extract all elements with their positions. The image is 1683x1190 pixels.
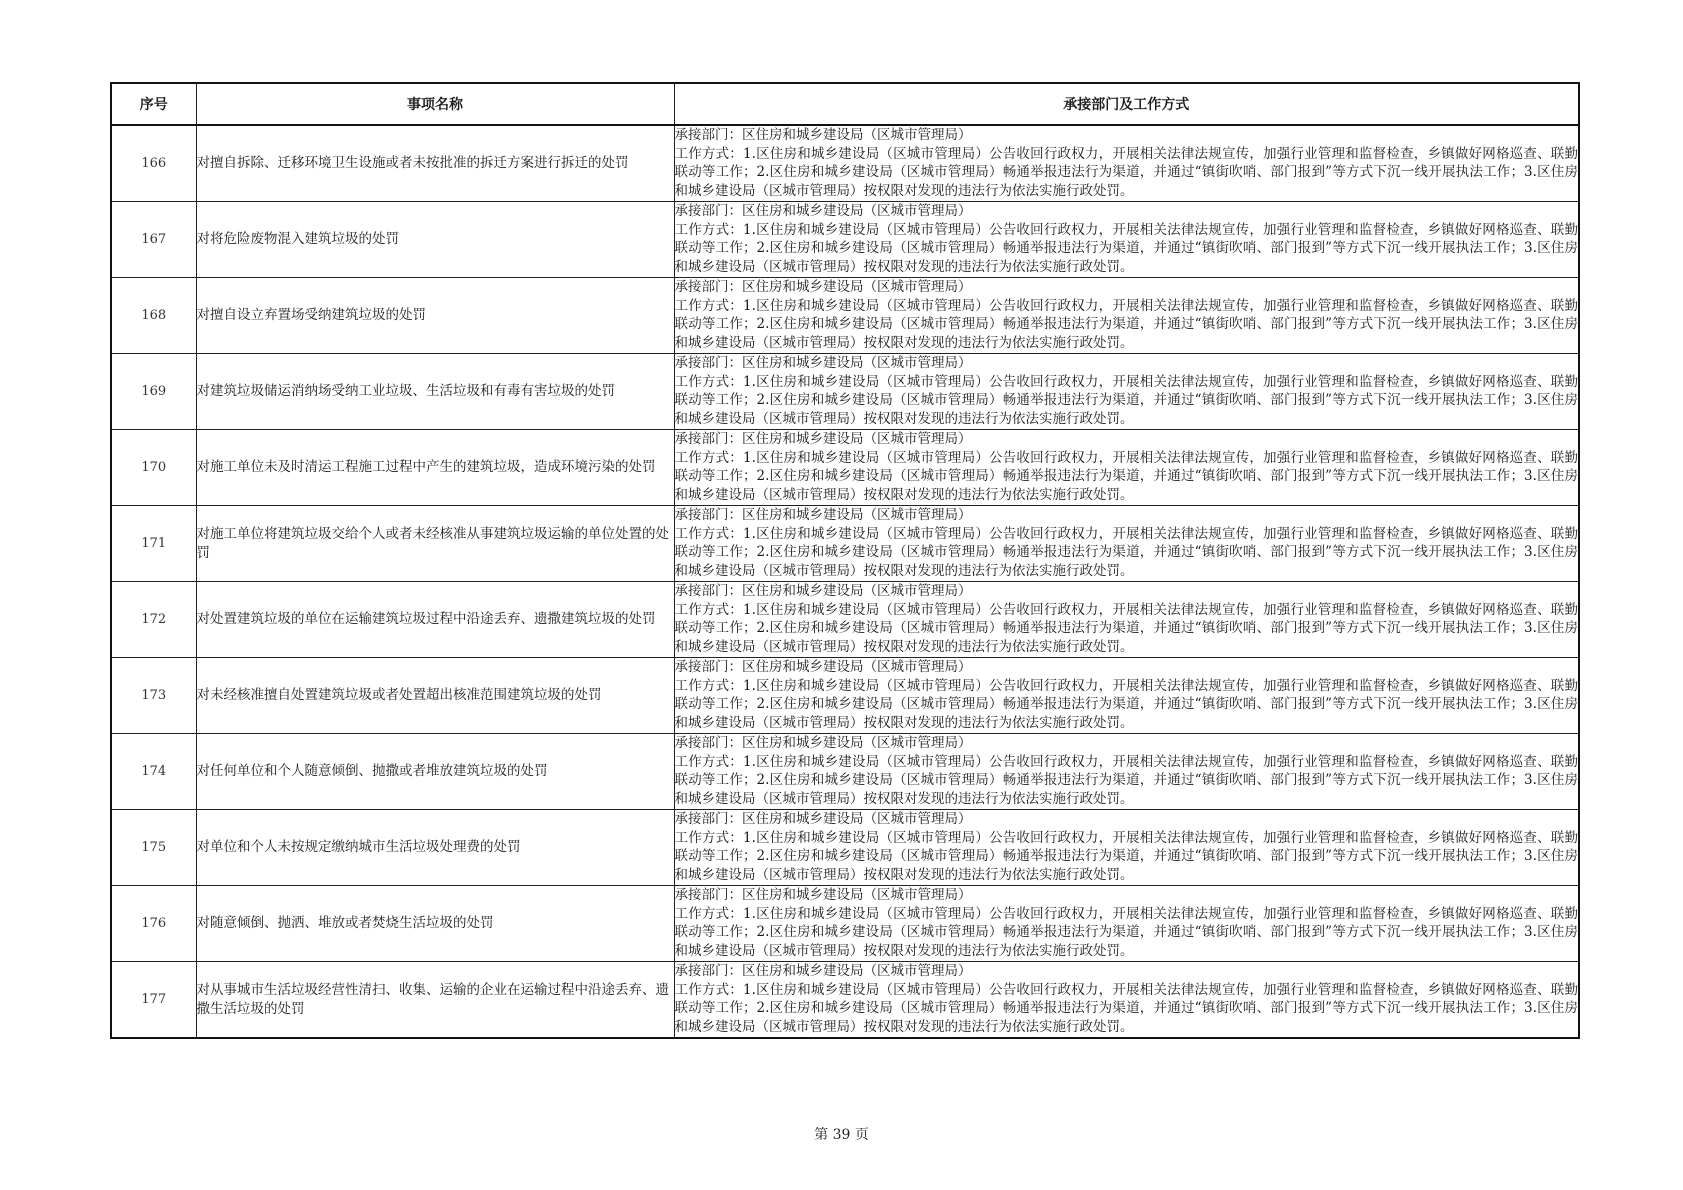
row-dept-method-cell — [674, 962, 1579, 1039]
row-dept-method-cell — [674, 734, 1579, 810]
row-seq-number: 170 — [111, 430, 196, 506]
row-work-method: 工作方式：1.区住房和城乡建设局（区城市管理局）公告收回行政权力，开展相关法律法规宣传，加强行业管理和监督检查，乡镇做好网格巡查、联勤联动等工作；2.区住房和城乡建设局（区城市管理局）畅通举报违法行为渠道，并通过“镇街吹哨、部门报到”等方式下沉一线开展执法工作；3.区住房和城乡建设局（区城市管理局）按权限对发现的违法行为依法实施行政处罚。 — [674, 145, 1578, 199]
row-item-name: 对随意倾倒、抛洒、堆放或者焚烧生活垃圾的处罚 — [196, 886, 674, 962]
row-work-method: 工作方式：1.区住房和城乡建设局（区城市管理局）公告收回行政权力，开展相关法律法规宣传，加强行业管理和监督检查，乡镇做好网格巡查、联勤联动等工作；2.区住房和城乡建设局（区城市管理局）畅通举报违法行为渠道，并通过“镇街吹哨、部门报到”等方式下沉一线开展执法工作；3.区住房和城乡建设局（区城市管理局）按权限对发现的违法行为依法实施行政处罚。 — [674, 373, 1578, 427]
row-seq-number: 168 — [111, 278, 196, 354]
row-work-method: 工作方式：1.区住房和城乡建设局（区城市管理局）公告收回行政权力，开展相关法律法规宣传，加强行业管理和监督检查，乡镇做好网格巡查、联勤联动等工作；2.区住房和城乡建设局（区城市管理局）畅通举报违法行为渠道，并通过“镇街吹哨、部门报到”等方式下沉一线开展执法工作；3.区住房和城乡建设局（区城市管理局）按权限对发现的违法行为依法实施行政处罚。 — [674, 829, 1578, 883]
row-work-method: 工作方式：1.区住房和城乡建设局（区城市管理局）公告收回行政权力，开展相关法律法规宣传，加强行业管理和监督检查，乡镇做好网格巡查、联勤联动等工作；2.区住房和城乡建设局（区城市管理局）畅通举报违法行为渠道，并通过“镇街吹哨、部门报到”等方式下沉一线开展执法工作；3.区住房和城乡建设局（区城市管理局）按权限对发现的违法行为依法实施行政处罚。 — [674, 905, 1578, 959]
table-row — [111, 886, 1579, 962]
row-department: 承接部门：区住房和城乡建设局（区城市管理局） — [674, 507, 972, 523]
header-item-name: 事项名称 — [196, 83, 674, 125]
row-item-name: 对将危险废物混入建筑垃圾的处罚 — [196, 202, 674, 278]
row-department: 承接部门：区住房和城乡建设局（区城市管理局） — [674, 963, 972, 979]
row-seq-number: 176 — [111, 886, 196, 962]
row-item-name: 对处置建筑垃圾的单位在运输建筑垃圾过程中沿途丢弃、遗撒建筑垃圾的处罚 — [196, 582, 674, 658]
row-dept-method-cell — [674, 125, 1579, 202]
row-item-name: 对从事城市生活垃圾经营性清扫、收集、运输的企业在运输过程中沿途丢弃、遗撒生活垃圾的处罚 — [196, 962, 674, 1039]
table-row — [111, 658, 1579, 734]
table-row — [111, 734, 1579, 810]
row-dept-method-cell — [674, 810, 1579, 886]
row-dept-method-cell — [674, 506, 1579, 582]
row-dept-method-cell — [674, 202, 1579, 278]
row-department: 承接部门：区住房和城乡建设局（区城市管理局） — [674, 355, 972, 371]
table-row — [111, 354, 1579, 430]
row-dept-method-cell — [674, 354, 1579, 430]
row-seq-number: 173 — [111, 658, 196, 734]
row-item-name: 对未经核准擅自处置建筑垃圾或者处置超出核准范围建筑垃圾的处罚 — [196, 658, 674, 734]
row-dept-method-cell — [674, 278, 1579, 354]
matters-table — [110, 82, 1580, 1039]
row-dept-method-cell — [674, 658, 1579, 734]
row-department: 承接部门：区住房和城乡建设局（区城市管理局） — [674, 431, 972, 447]
row-seq-number: 169 — [111, 354, 196, 430]
row-work-method: 工作方式：1.区住房和城乡建设局（区城市管理局）公告收回行政权力，开展相关法律法规宣传，加强行业管理和监督检查，乡镇做好网格巡查、联勤联动等工作；2.区住房和城乡建设局（区城市管理局）畅通举报违法行为渠道，并通过“镇街吹哨、部门报到”等方式下沉一线开展执法工作；3.区住房和城乡建设局（区城市管理局）按权限对发现的违法行为依法实施行政处罚。 — [674, 449, 1578, 503]
row-item-name: 对任何单位和个人随意倾倒、抛撒或者堆放建筑垃圾的处罚 — [196, 734, 674, 810]
row-seq-number: 167 — [111, 202, 196, 278]
row-dept-method-cell — [674, 430, 1579, 506]
row-department: 承接部门：区住房和城乡建设局（区城市管理局） — [674, 279, 972, 295]
row-work-method: 工作方式：1.区住房和城乡建设局（区城市管理局）公告收回行政权力，开展相关法律法规宣传，加强行业管理和监督检查，乡镇做好网格巡查、联勤联动等工作；2.区住房和城乡建设局（区城市管理局）畅通举报违法行为渠道，并通过“镇街吹哨、部门报到”等方式下沉一线开展执法工作；3.区住房和城乡建设局（区城市管理局）按权限对发现的违法行为依法实施行政处罚。 — [674, 297, 1578, 351]
row-item-name: 对建筑垃圾储运消纳场受纳工业垃圾、生活垃圾和有毒有害垃圾的处罚 — [196, 354, 674, 430]
row-department: 承接部门：区住房和城乡建设局（区城市管理局） — [674, 583, 972, 599]
row-seq-number: 166 — [111, 125, 196, 202]
table-row — [111, 506, 1579, 582]
row-item-name: 对擅自设立弃置场受纳建筑垃圾的处罚 — [196, 278, 674, 354]
row-work-method: 工作方式：1.区住房和城乡建设局（区城市管理局）公告收回行政权力，开展相关法律法规宣传，加强行业管理和监督检查，乡镇做好网格巡查、联勤联动等工作；2.区住房和城乡建设局（区城市管理局）畅通举报违法行为渠道，并通过“镇街吹哨、部门报到”等方式下沉一线开展执法工作；3.区住房和城乡建设局（区城市管理局）按权限对发现的违法行为依法实施行政处罚。 — [674, 601, 1578, 655]
row-work-method: 工作方式：1.区住房和城乡建设局（区城市管理局）公告收回行政权力，开展相关法律法规宣传，加强行业管理和监督检查，乡镇做好网格巡查、联勤联动等工作；2.区住房和城乡建设局（区城市管理局）畅通举报违法行为渠道，并通过“镇街吹哨、部门报到”等方式下沉一线开展执法工作；3.区住房和城乡建设局（区城市管理局）按权限对发现的违法行为依法实施行政处罚。 — [674, 525, 1578, 579]
row-department: 承接部门：区住房和城乡建设局（区城市管理局） — [674, 659, 972, 675]
table-header-row — [111, 83, 1579, 125]
row-work-method: 工作方式：1.区住房和城乡建设局（区城市管理局）公告收回行政权力，开展相关法律法规宣传，加强行业管理和监督检查，乡镇做好网格巡查、联勤联动等工作；2.区住房和城乡建设局（区城市管理局）畅通举报违法行为渠道，并通过“镇街吹哨、部门报到”等方式下沉一线开展执法工作；3.区住房和城乡建设局（区城市管理局）按权限对发现的违法行为依法实施行政处罚。 — [674, 753, 1578, 807]
row-seq-number: 175 — [111, 810, 196, 886]
row-seq-number: 177 — [111, 962, 196, 1039]
row-work-method: 工作方式：1.区住房和城乡建设局（区城市管理局）公告收回行政权力，开展相关法律法规宣传，加强行业管理和监督检查，乡镇做好网格巡查、联勤联动等工作；2.区住房和城乡建设局（区城市管理局）畅通举报违法行为渠道，并通过“镇街吹哨、部门报到”等方式下沉一线开展执法工作；3.区住房和城乡建设局（区城市管理局）按权限对发现的违法行为依法实施行政处罚。 — [674, 677, 1578, 731]
row-item-name: 对施工单位将建筑垃圾交给个人或者未经核准从事建筑垃圾运输的单位处置的处罚 — [196, 506, 674, 582]
row-department: 承接部门：区住房和城乡建设局（区城市管理局） — [674, 887, 972, 903]
row-dept-method-cell — [674, 582, 1579, 658]
table-row — [111, 810, 1579, 886]
row-department: 承接部门：区住房和城乡建设局（区城市管理局） — [674, 203, 972, 219]
table-row — [111, 125, 1579, 202]
row-department: 承接部门：区住房和城乡建设局（区城市管理局） — [674, 735, 972, 751]
table-row — [111, 962, 1579, 1039]
row-seq-number: 171 — [111, 506, 196, 582]
page-number: 第 39 页 — [814, 1127, 869, 1143]
header-dept-method: 承接部门及工作方式 — [674, 83, 1579, 125]
row-department: 承接部门：区住房和城乡建设局（区城市管理局） — [674, 811, 972, 827]
table-row — [111, 430, 1579, 506]
row-work-method: 工作方式：1.区住房和城乡建设局（区城市管理局）公告收回行政权力，开展相关法律法规宣传，加强行业管理和监督检查，乡镇做好网格巡查、联勤联动等工作；2.区住房和城乡建设局（区城市管理局）畅通举报违法行为渠道，并通过“镇街吹哨、部门报到”等方式下沉一线开展执法工作；3.区住房和城乡建设局（区城市管理局）按权限对发现的违法行为依法实施行政处罚。 — [674, 981, 1578, 1035]
row-item-name: 对单位和个人未按规定缴纳城市生活垃圾处理费的处罚 — [196, 810, 674, 886]
row-department: 承接部门：区住房和城乡建设局（区城市管理局） — [674, 127, 972, 143]
table-row — [111, 278, 1579, 354]
header-seq: 序号 — [111, 83, 196, 125]
table-row — [111, 582, 1579, 658]
row-seq-number: 174 — [111, 734, 196, 810]
row-seq-number: 172 — [111, 582, 196, 658]
row-dept-method-cell — [674, 886, 1579, 962]
row-item-name: 对擅自拆除、迁移环境卫生设施或者未按批准的拆迁方案进行拆迁的处罚 — [196, 125, 674, 202]
row-item-name: 对施工单位未及时清运工程施工过程中产生的建筑垃圾，造成环境污染的处罚 — [196, 430, 674, 506]
row-work-method: 工作方式：1.区住房和城乡建设局（区城市管理局）公告收回行政权力，开展相关法律法规宣传，加强行业管理和监督检查，乡镇做好网格巡查、联勤联动等工作；2.区住房和城乡建设局（区城市管理局）畅通举报违法行为渠道，并通过“镇街吹哨、部门报到”等方式下沉一线开展执法工作；3.区住房和城乡建设局（区城市管理局）按权限对发现的违法行为依法实施行政处罚。 — [674, 221, 1578, 275]
table-row — [111, 202, 1579, 278]
table-body — [111, 125, 1579, 1038]
